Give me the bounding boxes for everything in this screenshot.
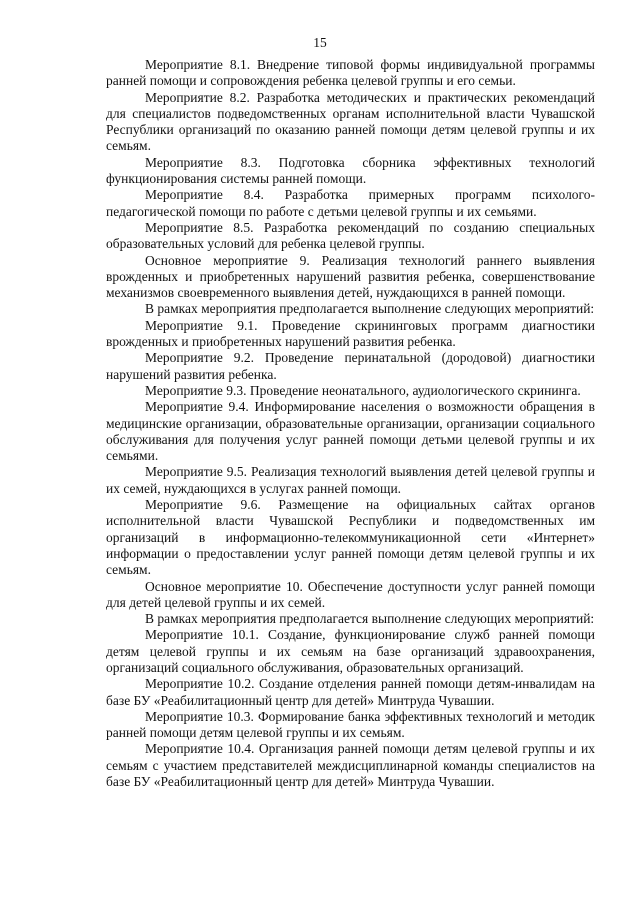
paragraph-8-3: Мероприятие 8.3. Подготовка сборника эффективных технологий функционирования системы ранней помощи. [106,154,595,187]
paragraph-9-1: Мероприятие 9.1. Проведение скрининговых программ диагностики врожденных и приобретенных нарушений развития ребенка. [106,317,595,350]
paragraph-9-6: Мероприятие 9.6. Размещение на официальных сайтах органов исполнительной власти Чувашской Республики и подведомственных им организаций в информационно-телекоммуникационной сети «Интернет» информации о предоставлении услуг ранней помощи детям целевой группы и их семьям. [106,497,595,578]
paragraph-9-2: Мероприятие 9.2. Проведение перинатальной (дородовой) диагностики нарушений развития ребенка. [106,350,595,382]
paragraph-9-4: Мероприятие 9.4. Информирование населения о возможности обращения в медицинские организации, образовательные организации, организации социального обслуживания для получения услуг ранней помощи детьми целевой группы и их семьями. [106,399,595,464]
paragraph-8-4: Мероприятие 8.4. Разработка примерных программ психолого-педагогической помощи по работе с детьми целевой группы и их семьями. [106,187,595,219]
paragraph-main-9: Основное мероприятие 9. Реализация технологий раннего выявления врожденных и приобретенных нарушений развития ребенка, совершенствование механизмов своевременного выявления детей, нуждающихся в ранней помощи. [106,252,595,301]
paragraph-8-1: Мероприятие 8.1. Внедрение типовой формы индивидуальной программы ранней помощи и сопровождения ребенка целевой группы и его семьи. [106,57,595,89]
paragraph-10-1: Мероприятие 10.1. Создание, функционирование служб ранней помощи детям целевой группы и их семьям на базе организаций здравоохранения, организаций социального обслуживания, образовательных организаций. [106,627,595,675]
page-number: 15 [313,35,327,50]
paragraph-intro-9: В рамках мероприятия предполагается выполнение следующих мероприятий: [145,301,595,317]
paragraph-10-3: Мероприятие 10.3. Формирование банка эффективных технологий и методик ранней помощи детям целевой группы и их семьям. [106,708,595,741]
paragraph-8-5: Мероприятие 8.5. Разработка рекомендаций по созданию специальных образовательных условий для ребенка целевой группы. [106,219,595,252]
paragraph-10-2: Мероприятие 10.2. Создание отделения ранней помощи детям-инвалидам на базе БУ «Реабилитационный центр для детей» Минтруда Чувашии. [106,676,595,708]
document-body [106,57,595,790]
paragraph-8-2: Мероприятие 8.2. Разработка методических и практических рекомендаций для специалистов подведомственных органам исполнительной власти Чувашской Республики организаций по оказанию ранней помощи детям целевой группы и их семьям. [106,89,595,154]
paragraph-9-5: Мероприятие 9.5. Реализация технологий выявления детей целевой группы и их семей, нуждающихся в услугах ранней помощи. [106,464,595,496]
paragraph-10-4: Мероприятие 10.4. Организация ранней помощи детям целевой группы и их семьям с участием представителей междисциплинарной команды специалистов на базе БУ «Реабилитационный центр для детей» Минтруда Чувашии. [106,741,595,790]
paragraph-9-3: Мероприятие 9.3. Проведение неонатального, аудиологического скрининга. [145,382,581,398]
paragraph-intro-10: В рамках мероприятия предполагается выполнение следующих мероприятий: [145,611,595,627]
paragraph-main-10: Основное мероприятие 10. Обеспечение доступности услуг ранней помощи для детей целевой группы и их семей. [106,578,595,610]
